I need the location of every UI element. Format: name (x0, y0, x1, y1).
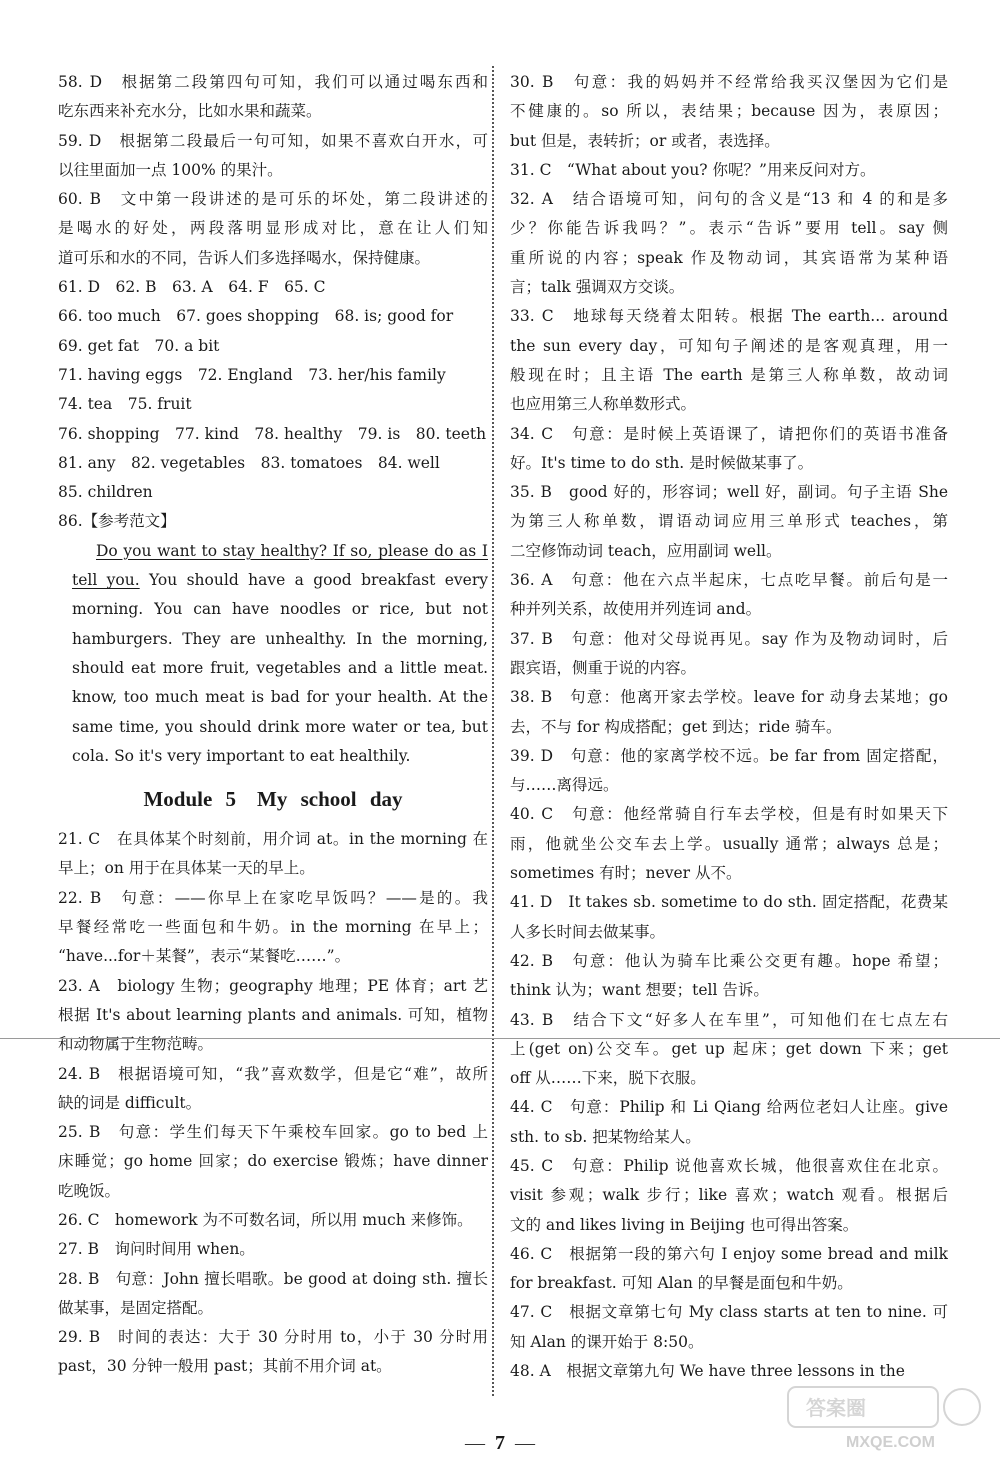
essay-line (58, 566, 488, 595)
text-line: 40. C 句意：他经常骑自行车去学校，但是有时如果天下 (510, 805, 948, 824)
watermark-text: MXQE.COM (846, 1434, 935, 1451)
watermark-logo (786, 1383, 986, 1453)
text-line: 以往里面加一点 100% 的果汁。 (58, 160, 283, 179)
text-line: 21. C 在具体某个时刻前，用介词 at。in the morning 在 (58, 830, 488, 849)
text-line: 少？你能告诉我吗？”。表示“告诉”要用 tell。say 侧 (510, 219, 948, 238)
text-line: 58. D 根据第二段第四句可知，我们可以通过喝东西和 (58, 73, 488, 91)
text-line: 66. too much 67. goes shopping 68. is; good for (58, 307, 454, 326)
text-line: 为第三人称单数，谓语动词应用三单形式 teaches，第 (510, 512, 948, 531)
text-line: 32. A 结合语境可知，问句的含义是“13 和 4 的和是多 (510, 190, 948, 209)
text-line: 29. B 时间的表达：大于 30 分时用 to，小于 30 分时用 (58, 1328, 488, 1347)
text-line: 22. B 句意：——你早上在家吃早饭吗？——是的。我 (58, 888, 488, 907)
text-line: but 但是，表转折；or 或者，表选择。 (510, 131, 780, 150)
text-line: 吃晚饭。 (58, 1181, 121, 1200)
text-line: 30. B 句意：我的妈妈并不经常给我买汉堡因为它们是 (510, 73, 948, 91)
right-column (510, 68, 948, 1386)
text-line: the sun every day，可知句子阐述的是客观真理，用一 (510, 336, 948, 355)
module-title: Module 5 My school day (143, 787, 403, 812)
text-line: 种并列关系，故使用并列连词 and。 (510, 600, 762, 619)
text-line: 37. B 句意：他对父母说再见。say 作为及物动词时，后 (510, 629, 948, 648)
essay-line: morning. You can have noodles or rice, but not (72, 600, 488, 619)
text-line: think 认为；want 想要；tell 告诉。 (510, 981, 769, 1000)
text-line: 也应用第三人称单数形式。 (510, 395, 697, 414)
text-line: 道可乐和水的不同，告诉人们多选择喝水，保持健康。 (58, 248, 431, 267)
text-line: 去，不与 for 构成搭配；get 到达；ride 骑车。 (510, 717, 842, 736)
essay-text: You should have a good breakfast every (139, 571, 488, 590)
essay-underlined: Do you want to stay healthy? If so, please do as I (96, 541, 488, 560)
text-line: 28. B 句意：John 擅长唱歌。be good at doing sth. 擅长 (58, 1269, 488, 1288)
text-line: 般现在时；且主语 The earth 是第三人称单数，故动词 (510, 365, 948, 384)
text-line: 不健康的。so 所以，表结果；because 因为，表原因； (510, 102, 948, 121)
text-line: 27. B 询问时间用 when。 (58, 1240, 255, 1259)
text-line: 42. B 句意：他认为骑车比乘公交更有趣。hope 希望； (510, 951, 948, 970)
text-line: 人多长时间去做某事。 (510, 922, 666, 941)
essay-line (58, 537, 488, 566)
essay-line: same time, you should drink more water or tea, but (72, 717, 488, 736)
text-line: 74. tea 75. fruit (58, 395, 192, 414)
text-line: 31. C “What about you? 你呢？”用来反问对方。 (510, 160, 876, 179)
text-line: 47. C 根据文章第七句 My class starts at ten to nine. 可 (510, 1303, 948, 1322)
text-line: 33. C 地球每天绕着太阳转。根据 The earth... around (510, 307, 948, 326)
text-line: 早上；on 用于在具体某一天的早上。 (58, 859, 315, 878)
essay-line: know, too much meat is bad for your health. At the (72, 688, 488, 707)
text-line: 和动物属于生物范畴。 (58, 1035, 214, 1054)
text-line: 48. A 根据文章第九句 We have three lessons in the (510, 1362, 905, 1381)
text-line: off 从……下来，脱下衣服。 (510, 1069, 706, 1088)
essay-underlined: tell you. (72, 571, 140, 590)
text-line: 雨，他就坐公交车去上学。usually 通常；always 总是； (510, 834, 948, 853)
watermark-name: 答案圈 (806, 1396, 866, 1420)
text-line: 39. D 句意：他的家离学校不远。be far from 固定搭配， (510, 746, 948, 765)
dash-left: — (465, 1432, 485, 1454)
text-line: 86.【参考范文】 (58, 512, 176, 531)
text-line: 36. A 句意：他在六点半起床，七点吃早餐。前后句是一 (510, 571, 948, 590)
left-column (58, 68, 488, 1382)
answer-block-upper (58, 68, 488, 537)
text-line: 根据 It's about learning plants and animals. 可知，植物 (58, 1005, 488, 1024)
text-line: 81. any 82. vegetables 83. tomatoes 84. well (58, 453, 440, 472)
text-line: 早餐经常吃一些面包和牛奶。in the morning 在早上； (58, 918, 488, 937)
text-line: for breakfast. 可知 Alan 的早餐是面包和牛奶。 (510, 1274, 853, 1293)
text-line: sth. to sb. 把某物给某人。 (510, 1127, 701, 1146)
text-line: sometimes 有时；never 从不。 (510, 864, 742, 883)
text-line: 71. having eggs 72. England 73. her/his family (58, 365, 446, 384)
essay-line: cola. So it's very important to eat healthily. (72, 746, 411, 765)
text-line: 文的 and likes living in Beijing 也可得出答案。 (510, 1215, 859, 1234)
text-line: 床睡觉；go home 回家；do exercise 锻炼；have dinner (58, 1152, 488, 1171)
text-line: 34. C 句意：是时候上英语课了，请把你们的英语书准备 (510, 424, 948, 443)
page-number-value: 7 (495, 1432, 505, 1454)
text-line: visit 参观；walk 步行；like 喜欢；watch 观看。根据后 (510, 1186, 948, 1205)
text-line: 35. B good 好的，形容词；well 好，副词。句子主语 She (510, 483, 948, 502)
text-line: 二空修饰动词 teach，应用副词 well。 (510, 541, 782, 560)
text-line: 跟宾语，侧重于说的内容。 (510, 658, 697, 677)
text-line: 85. children (58, 483, 153, 502)
text-line: 好。It's time to do sth. 是时候做某事了。 (510, 453, 814, 472)
text-line: 吃东西来补充水分，比如水果和蔬菜。 (58, 102, 322, 121)
column-divider (492, 66, 494, 1396)
text-line: 24. B 根据语境可知，“我”喜欢数学，但是它“难”，故所 (58, 1064, 488, 1083)
model-essay (58, 537, 488, 771)
text-line: 38. B 句意：他离开家去学校。leave for 动身去某地；go (510, 688, 948, 707)
page-fold-line (0, 1038, 1000, 1039)
dash-right: — (515, 1432, 535, 1454)
text-line: 上(get on)公交车。get up 起床；get down 下来；get (510, 1039, 948, 1058)
text-line: 45. C 句意：Philip 说他喜欢长城，他很喜欢住在北京。 (510, 1156, 948, 1175)
text-line: 44. C 句意：Philip 和 Li Qiang 给两位老妇人让座。give (510, 1098, 948, 1117)
text-line: 59. D 根据第二段最后一句可知，如果不喜欢白开水，可 (58, 131, 488, 150)
text-line: 与……离得远。 (510, 776, 619, 795)
text-line: 26. C homework 为不可数名词，所以用 much 来修饰。 (58, 1210, 473, 1229)
essay-line: should eat more fruit, vegetables and a little meat. (72, 658, 488, 677)
text-line: 是喝水的好处，两段落明显形成对比，意在让人们知 (58, 219, 488, 238)
text-line: past，30 分钟一般用 past；其前不用介词 at。 (58, 1357, 392, 1376)
text-line: 76. shopping 77. kind 78. healthy 79. is 80. teeth (58, 424, 487, 443)
text-line: 46. C 根据第一段的第六句 I enjoy some bread and milk (510, 1244, 948, 1263)
text-line: 做某事，是固定搭配。 (58, 1298, 214, 1317)
text-line: 知 Alan 的课开始于 8:50。 (510, 1332, 704, 1351)
text-line: 重所说的内容；speak 作及物动词，其宾语常为某种语 (510, 248, 948, 267)
text-line: 41. D It takes sb. sometime to do sth. 固定搭配，花费某 (510, 893, 948, 912)
text-line: 缺的词是 difficult。 (58, 1093, 202, 1112)
text-line: “have...for＋某餐”，表示“某餐吃……”。 (58, 947, 351, 966)
text-line: 43. B 结合下文“好多人在车里”，可知他们在七点左右 (510, 1010, 948, 1029)
text-line: 25. B 句意：学生们每天下午乘校车回家。go to bed 上 (58, 1123, 488, 1142)
text-line: 61. D 62. B 63. A 64. F 65. C (58, 278, 326, 297)
essay-line: hamburgers. They are unhealthy. In the morning, (72, 629, 488, 648)
answer-block-module (58, 825, 488, 1382)
text-line: 60. B 文中第一段讲述的是可乐的坏处，第二段讲述的 (58, 190, 488, 209)
text-line: 23. A biology 生物；geography 地理；PE 体育；art 艺 (58, 976, 488, 995)
text-line: 69. get fat 70. a bit (58, 336, 220, 355)
text-line: 言；talk 强调双方交谈。 (510, 278, 685, 297)
